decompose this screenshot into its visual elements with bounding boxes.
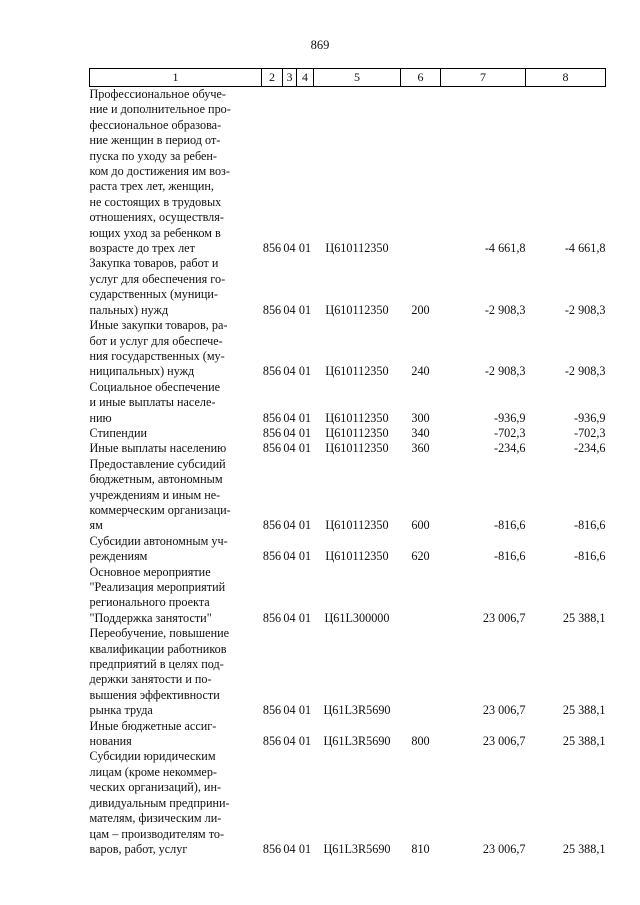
expense-type: 240 bbox=[411, 364, 430, 379]
table-row bbox=[90, 256, 606, 318]
row-name-line: предприятий в целях под- bbox=[89, 657, 224, 672]
row-name-line: пуска по уходу за ребен- bbox=[89, 148, 217, 163]
row-name-line: ческих организаций), ин- bbox=[89, 780, 222, 795]
row-name-line: варов, работ, услуг bbox=[89, 841, 188, 856]
row-name-line: сударственных (муници- bbox=[89, 287, 218, 302]
row-name bbox=[90, 318, 262, 380]
expense-type: 600 bbox=[411, 518, 430, 533]
amount-year-2: -2 908,3 bbox=[564, 302, 606, 317]
admin-code: 856 bbox=[262, 241, 282, 256]
row-name-line: "Реализация мероприятий bbox=[89, 580, 226, 594]
subsection-code: 01 bbox=[298, 302, 312, 317]
amount-year-2: 25 388,1 bbox=[562, 734, 606, 749]
expense-type: 340 bbox=[411, 425, 430, 440]
row-name-line: возрасте до трех лет bbox=[89, 241, 195, 256]
amount-year-2: -816,6 bbox=[574, 518, 606, 533]
amount-year-1: 23 006,7 bbox=[482, 703, 526, 718]
table-row bbox=[90, 457, 606, 534]
row-name-line: ния государственных (му- bbox=[89, 348, 225, 363]
header-row bbox=[90, 69, 606, 87]
target-article: Ц610112350 bbox=[325, 518, 389, 533]
section-code: 04 bbox=[283, 425, 296, 440]
amount-year-2: 25 388,1 bbox=[562, 841, 606, 856]
row-name-line: и иные выплаты населе- bbox=[89, 395, 216, 410]
expense-type: 810 bbox=[411, 841, 430, 856]
row-name bbox=[90, 87, 262, 257]
table-row bbox=[90, 719, 606, 750]
admin-code: 856 bbox=[262, 441, 282, 456]
row-name-line: квалификации работников bbox=[89, 641, 227, 656]
row-name-line: пальных) нужд bbox=[89, 302, 169, 317]
header-col-3: 3 bbox=[283, 69, 297, 87]
target-article: Ц610112350 bbox=[325, 425, 389, 440]
amount-year-1: -702,3 bbox=[494, 425, 526, 440]
row-name bbox=[90, 719, 262, 750]
admin-code: 856 bbox=[262, 425, 282, 440]
row-name-line: Предоставление субсидий bbox=[89, 456, 226, 471]
amount-year-2: -234,6 bbox=[574, 441, 606, 456]
row-name-line: ниципальных) нужд bbox=[89, 364, 195, 379]
admin-code: 856 bbox=[262, 549, 282, 564]
row-name bbox=[90, 534, 262, 565]
section-code: 04 bbox=[283, 703, 296, 718]
table-row bbox=[90, 380, 606, 426]
expense-type: 800 bbox=[411, 734, 430, 749]
amount-year-1: -2 908,3 bbox=[484, 302, 526, 317]
table-row bbox=[90, 426, 606, 441]
expense-type: 200 bbox=[411, 302, 430, 317]
target-article: Ц610112350 bbox=[325, 302, 389, 317]
amount-year-1: -4 661,8 bbox=[484, 241, 526, 256]
row-name-line: отношениях, осуществля- bbox=[89, 210, 224, 225]
expense-type bbox=[401, 87, 441, 257]
row-name-line: Иные закупки товаров, ра- bbox=[89, 318, 228, 333]
row-name-line: вышения эффективности bbox=[89, 687, 220, 702]
row-name-line: услуг для обеспечения го- bbox=[89, 271, 226, 286]
row-name-line: лицам (кроме некоммер- bbox=[89, 764, 217, 779]
page-number: 869 bbox=[310, 38, 330, 52]
row-name-line: учреждениям и иным не- bbox=[89, 487, 221, 502]
section-code: 04 bbox=[283, 841, 296, 856]
row-name-line: Иные бюджетные ассиг- bbox=[89, 718, 217, 733]
row-name-line: не состоящих в трудовых bbox=[89, 194, 222, 209]
row-name bbox=[90, 380, 262, 426]
row-name-line: Стипендии bbox=[89, 425, 148, 440]
admin-code: 856 bbox=[262, 703, 282, 718]
row-name bbox=[90, 565, 262, 627]
section-code: 04 bbox=[283, 610, 296, 625]
row-name-line: коммерческим организаци- bbox=[89, 502, 231, 517]
target-article: Ц610112350 bbox=[325, 441, 389, 456]
section-code: 04 bbox=[283, 241, 296, 256]
target-article: Ц610112350 bbox=[325, 364, 389, 379]
section-code: 04 bbox=[283, 302, 296, 317]
row-name bbox=[90, 457, 262, 534]
row-name bbox=[90, 626, 262, 718]
expense-type: 620 bbox=[411, 549, 430, 564]
target-article: Ц61L3R5690 bbox=[323, 703, 391, 718]
table-row bbox=[90, 626, 606, 718]
subsection-code: 01 bbox=[298, 549, 312, 564]
row-name-line: нования bbox=[89, 734, 132, 749]
row-name-line: дивидуальным предприни- bbox=[89, 795, 230, 810]
header-col-7: 7 bbox=[441, 69, 526, 87]
row-name-line: держки занятости и по- bbox=[89, 672, 212, 687]
row-name-line: Основное мероприятие bbox=[89, 564, 211, 579]
amount-year-1: -816,6 bbox=[494, 518, 526, 533]
row-name bbox=[90, 256, 262, 318]
row-name-line: Переобучение, повышение bbox=[89, 626, 230, 641]
expense-type bbox=[401, 626, 441, 718]
subsection-code: 01 bbox=[298, 410, 312, 425]
subsection-code: 01 bbox=[298, 841, 312, 856]
row-name-line: мателям, физическим ли- bbox=[89, 811, 222, 826]
row-name-line: Субсидии юридическим bbox=[89, 749, 216, 764]
section-code: 04 bbox=[283, 518, 296, 533]
section-code: 04 bbox=[283, 549, 296, 564]
section-code: 04 bbox=[283, 441, 296, 456]
target-article: Ц610112350 bbox=[325, 241, 389, 256]
table-row bbox=[90, 749, 606, 857]
amount-year-2: -2 908,3 bbox=[564, 364, 606, 379]
table-row bbox=[90, 534, 606, 565]
subsection-code: 01 bbox=[298, 425, 312, 440]
row-name bbox=[90, 441, 262, 456]
admin-code: 856 bbox=[262, 302, 282, 317]
budget-table bbox=[89, 68, 606, 857]
subsection-code: 01 bbox=[298, 441, 312, 456]
amount-year-1: -234,6 bbox=[494, 441, 526, 456]
subsection-code: 01 bbox=[298, 734, 312, 749]
row-name-line: бот и услуг для обеспече- bbox=[89, 333, 223, 348]
table-row bbox=[90, 318, 606, 380]
row-name-line: цам – производителям то- bbox=[89, 826, 225, 841]
row-name-line: регионального проекта bbox=[89, 595, 210, 610]
amount-year-2: -702,3 bbox=[574, 425, 606, 440]
subsection-code: 01 bbox=[298, 518, 312, 533]
target-article: Ц61L300000 bbox=[324, 610, 390, 625]
amount-year-2: -816,6 bbox=[574, 549, 606, 564]
amount-year-1: 23 006,7 bbox=[482, 841, 526, 856]
row-name-line: Иные выплаты населению bbox=[89, 441, 227, 456]
table-row bbox=[90, 565, 606, 627]
header-col-5: 5 bbox=[314, 69, 401, 87]
amount-year-2: -936,9 bbox=[574, 410, 606, 425]
table-row bbox=[90, 441, 606, 456]
subsection-code: 01 bbox=[298, 610, 312, 625]
target-article: Ц61L3R5690 bbox=[323, 734, 391, 749]
header-col-8: 8 bbox=[526, 69, 606, 87]
amount-year-2: 25 388,1 bbox=[562, 703, 606, 718]
amount-year-1: 23 006,7 bbox=[482, 734, 526, 749]
admin-code: 856 bbox=[262, 734, 282, 749]
amount-year-2: 25 388,1 bbox=[562, 610, 606, 625]
admin-code: 856 bbox=[262, 364, 282, 379]
row-name bbox=[90, 749, 262, 857]
row-name-line: Субсидии автономным уч- bbox=[89, 533, 228, 548]
row-name-line: Социальное обеспечение bbox=[89, 379, 221, 394]
row-name-line: фессиональное образова- bbox=[89, 117, 222, 132]
target-article: Ц610112350 bbox=[325, 549, 389, 564]
row-name-line: ющих уход за ребенком в bbox=[89, 225, 221, 240]
section-code: 04 bbox=[283, 410, 296, 425]
header-col-4: 4 bbox=[297, 69, 314, 87]
subsection-code: 01 bbox=[298, 241, 312, 256]
subsection-code: 01 bbox=[298, 364, 312, 379]
amount-year-1: -936,9 bbox=[494, 410, 526, 425]
row-name-line: раста трех лет, женщин, bbox=[89, 179, 214, 194]
expense-type: 360 bbox=[411, 441, 430, 456]
row-name-line: Закупка товаров, работ и bbox=[89, 256, 219, 271]
section-code: 04 bbox=[283, 734, 296, 749]
row-name-line: Профессиональное обуче- bbox=[89, 87, 226, 101]
row-name-line: ние и дополнительное про- bbox=[89, 102, 231, 117]
subsection-code: 01 bbox=[298, 703, 312, 718]
target-article: Ц61L3R5690 bbox=[323, 841, 391, 856]
target-article: Ц610112350 bbox=[325, 410, 389, 425]
row-name-line: бюджетным, автономным bbox=[89, 472, 223, 487]
row-name-line: реждениям bbox=[89, 549, 148, 564]
amount-year-2: -4 661,8 bbox=[564, 241, 606, 256]
row-name-line: рынка труда bbox=[89, 703, 153, 718]
header-col-2: 2 bbox=[262, 69, 283, 87]
row-name-line: ям bbox=[89, 518, 103, 533]
admin-code: 856 bbox=[262, 410, 282, 425]
row-name bbox=[90, 426, 262, 441]
row-name-line: нию bbox=[89, 410, 112, 425]
header-col-1: 1 bbox=[90, 69, 262, 87]
header-col-6: 6 bbox=[401, 69, 441, 87]
table-row bbox=[90, 87, 606, 257]
amount-year-1: 23 006,7 bbox=[482, 610, 526, 625]
section-code: 04 bbox=[283, 364, 296, 379]
row-name-line: ком до достижения им воз- bbox=[89, 164, 230, 179]
admin-code: 856 bbox=[262, 841, 282, 856]
expense-type: 300 bbox=[411, 410, 430, 425]
amount-year-1: -2 908,3 bbox=[484, 364, 526, 379]
admin-code: 856 bbox=[262, 518, 282, 533]
row-name-line: "Поддержка занятости" bbox=[89, 610, 212, 625]
expense-type bbox=[401, 565, 441, 627]
row-name-line: ние женщин в период от- bbox=[89, 133, 221, 148]
amount-year-1: -816,6 bbox=[494, 549, 526, 564]
admin-code: 856 bbox=[262, 610, 282, 625]
